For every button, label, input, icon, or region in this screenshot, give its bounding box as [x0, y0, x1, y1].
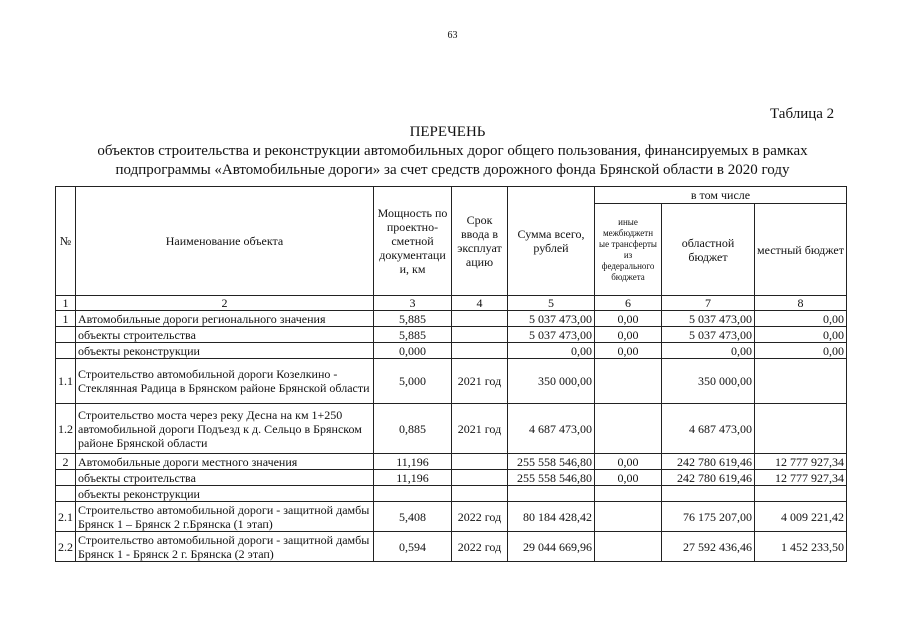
federal-cell: 0,00 [595, 343, 662, 359]
capacity-cell: 11,196 [374, 470, 452, 486]
header-local: местный бюджет [755, 204, 847, 296]
header-regional: областной бюджет [662, 204, 755, 296]
object-name: объекты реконструкции [76, 486, 374, 502]
regional-cell: 5 037 473,00 [662, 311, 755, 327]
column-number: 5 [508, 296, 595, 311]
local-cell: 0,00 [755, 327, 847, 343]
column-number: 7 [662, 296, 755, 311]
regional-cell: 76 175 207,00 [662, 502, 755, 532]
federal-cell: 0,00 [595, 311, 662, 327]
table-row [56, 404, 847, 454]
regional-cell [662, 486, 755, 502]
local-cell [755, 486, 847, 502]
column-number: 1 [56, 296, 76, 311]
table-row [56, 486, 847, 502]
object-name: объекты строительства [76, 327, 374, 343]
federal-cell: 0,00 [595, 454, 662, 470]
total-cell: 255 558 546,80 [508, 454, 595, 470]
capacity-cell: 11,196 [374, 454, 452, 470]
federal-cell [595, 404, 662, 454]
object-name: Автомобильные дороги регионального значения [76, 311, 374, 327]
row-number: 1 [56, 311, 76, 327]
term-cell [452, 454, 508, 470]
table-body [56, 311, 847, 562]
federal-cell: 0,00 [595, 470, 662, 486]
capacity-cell: 5,000 [374, 359, 452, 404]
row-number: 2 [56, 454, 76, 470]
object-name: Строительство моста через реку Десна на км 1+250 автомобильной дороги Подъезд к д. Сельцо в Брянском районе Брянской области [76, 404, 374, 454]
federal-cell [595, 486, 662, 502]
column-number: 3 [374, 296, 452, 311]
object-name: Автомобильные дороги местного значения [76, 454, 374, 470]
table-row [56, 470, 847, 486]
total-cell: 5 037 473,00 [508, 327, 595, 343]
capacity-cell: 0,594 [374, 532, 452, 562]
column-numbers-row [56, 296, 847, 311]
local-cell: 0,00 [755, 311, 847, 327]
capacity-cell: 0,000 [374, 343, 452, 359]
regional-cell: 4 687 473,00 [662, 404, 755, 454]
table-row [56, 532, 847, 562]
local-cell: 1 452 233,50 [755, 532, 847, 562]
total-cell: 5 037 473,00 [508, 311, 595, 327]
term-cell: 2022 год [452, 502, 508, 532]
total-cell: 350 000,00 [508, 359, 595, 404]
term-cell: 2022 год [452, 532, 508, 562]
local-cell: 0,00 [755, 343, 847, 359]
federal-cell [595, 532, 662, 562]
row-number [56, 486, 76, 502]
total-cell [508, 486, 595, 502]
regional-cell: 350 000,00 [662, 359, 755, 404]
header-total: Сумма всего, рублей [508, 187, 595, 296]
table-row [56, 327, 847, 343]
term-cell: 2021 год [452, 359, 508, 404]
page-number: 63 [447, 30, 458, 41]
term-cell [452, 327, 508, 343]
total-cell: 0,00 [508, 343, 595, 359]
capacity-cell: 0,885 [374, 404, 452, 454]
term-cell [452, 486, 508, 502]
total-cell: 29 044 669,96 [508, 532, 595, 562]
column-number: 4 [452, 296, 508, 311]
term-cell [452, 470, 508, 486]
document-title [0, 123, 905, 180]
federal-cell: 0,00 [595, 327, 662, 343]
column-number: 8 [755, 296, 847, 311]
header-no: № [56, 187, 76, 296]
local-cell [755, 359, 847, 404]
table-row [56, 343, 847, 359]
table-row [56, 502, 847, 532]
column-number: 2 [76, 296, 374, 311]
title-heading: ПЕРЕЧЕНЬ [409, 124, 486, 140]
term-cell [452, 311, 508, 327]
object-name: Строительство автомобильной дороги - защитной дамбы Брянск 1 - Брянск 2 г. Брянска (2 этап) [76, 532, 374, 562]
local-cell: 12 777 927,34 [755, 470, 847, 486]
header-including: в том числе [595, 187, 847, 204]
title-subtitle-line-1: объектов строительства и реконструкции автомобильных дорог общего пользования, финансируемых в рамках [97, 143, 808, 159]
object-name: Строительство автомобильной дороги Козелкино - Стеклянная Радица в Брянском районе Брянской области [76, 359, 374, 404]
object-name: объекты строительства [76, 470, 374, 486]
total-cell: 4 687 473,00 [508, 404, 595, 454]
row-number: 2.2 [56, 532, 76, 562]
total-cell: 80 184 428,42 [508, 502, 595, 532]
capacity-cell: 5,885 [374, 327, 452, 343]
table-row [56, 311, 847, 327]
capacity-cell: 5,885 [374, 311, 452, 327]
header-name: Наименование объекта [76, 187, 374, 296]
header-capacity: Мощность по проектно-сметной документаци и, км [374, 187, 452, 296]
local-cell [755, 404, 847, 454]
regional-cell: 242 780 619,46 [662, 454, 755, 470]
local-cell: 12 777 927,34 [755, 454, 847, 470]
table-label: Таблица 2 [770, 106, 835, 122]
local-cell: 4 009 221,42 [755, 502, 847, 532]
regional-cell: 242 780 619,46 [662, 470, 755, 486]
table-row [56, 359, 847, 404]
federal-cell [595, 359, 662, 404]
term-cell: 2021 год [452, 404, 508, 454]
object-name: объекты реконструкции [76, 343, 374, 359]
objects-table [55, 186, 847, 562]
federal-cell [595, 502, 662, 532]
row-number: 2.1 [56, 502, 76, 532]
total-cell: 255 558 546,80 [508, 470, 595, 486]
capacity-cell: 5,408 [374, 502, 452, 532]
column-number: 6 [595, 296, 662, 311]
regional-cell: 0,00 [662, 343, 755, 359]
capacity-cell [374, 486, 452, 502]
object-name: Строительство автомобильной дороги - защитной дамбы Брянск 1 – Брянск 2 г.Брянска (1 этап) [76, 502, 374, 532]
row-number [56, 327, 76, 343]
header-term: Срок ввода в эксплуат ацию [452, 187, 508, 296]
title-subtitle-line-2: подпрограммы «Автомобильные дороги» за счет средств дорожного фонда Брянской области в 2020 году [115, 162, 790, 178]
row-number [56, 343, 76, 359]
regional-cell: 5 037 473,00 [662, 327, 755, 343]
row-number [56, 470, 76, 486]
term-cell [452, 343, 508, 359]
regional-cell: 27 592 436,46 [662, 532, 755, 562]
row-number: 1.2 [56, 404, 76, 454]
row-number: 1.1 [56, 359, 76, 404]
header-federal: иные межбюджетн ые трансферты из федерального бюджета [595, 204, 662, 296]
table-row [56, 454, 847, 470]
